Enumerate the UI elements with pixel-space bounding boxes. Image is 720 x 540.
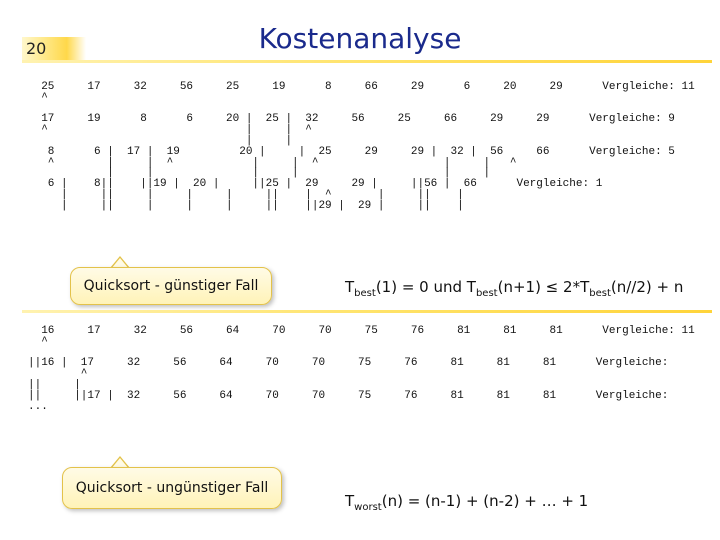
title-divider — [22, 60, 712, 63]
formula-subscript: best — [354, 288, 376, 299]
slide-number: 20 — [22, 37, 86, 62]
formula-subscript: best — [475, 288, 498, 299]
formula-part: (n+1) ≤ 2*T — [497, 278, 590, 296]
slide-title: Kostenanalyse — [258, 22, 462, 55]
formula-part: (n//2) + n — [610, 278, 684, 296]
formula-part: T — [345, 278, 355, 296]
best-case-trace: 25 17 32 56 25 19 8 66 29 6 20 29 Vergleiche: 11 ^ 17 19 8 6 20 | 25 | 32 56 25 66 29 29 Vergleiche: 9 ^ | | ^ | | 8 6 | 17 | 19 20 | | 25 29 29 | 32 | 56 66 Vergleiche: 5 ^ | | ^ | | ^ | | ^ | | | | | | 6 | 8|| ||19 | 20 | ||25 | 29 29 | ||56 | 66 Vergleiche: 1 | || | | | || | ^ | || | | || | | | || ||29 | 29 | || | — [41, 81, 695, 212]
formula-subscript: worst — [354, 502, 382, 513]
worst-case-formula — [345, 492, 588, 513]
best-case-callout — [70, 267, 272, 305]
section-divider — [22, 310, 712, 313]
formula-subscript: best — [589, 288, 611, 299]
formula-part: (n) = (n-1) + (n-2) + … + 1 — [381, 492, 589, 510]
best-case-label: Quicksort - günstiger Fall — [83, 278, 259, 294]
worst-case-trace: 16 17 32 56 64 70 70 75 76 81 81 81 Vergleiche: 11 ^ ||16 | 17 32 56 64 70 70 75 76 81 81 81 Vergleiche: ^ || | || ||17 | 32 56 64 70 70 75 76 81 81 81 Vergleiche: ... — [28, 325, 695, 413]
best-case-formula — [345, 278, 683, 299]
worst-case-label: Quicksort - ungünstiger Fall — [75, 480, 269, 496]
formula-part: T — [345, 492, 355, 510]
worst-case-callout — [62, 467, 282, 509]
formula-part: (1) = 0 und T — [375, 278, 476, 296]
